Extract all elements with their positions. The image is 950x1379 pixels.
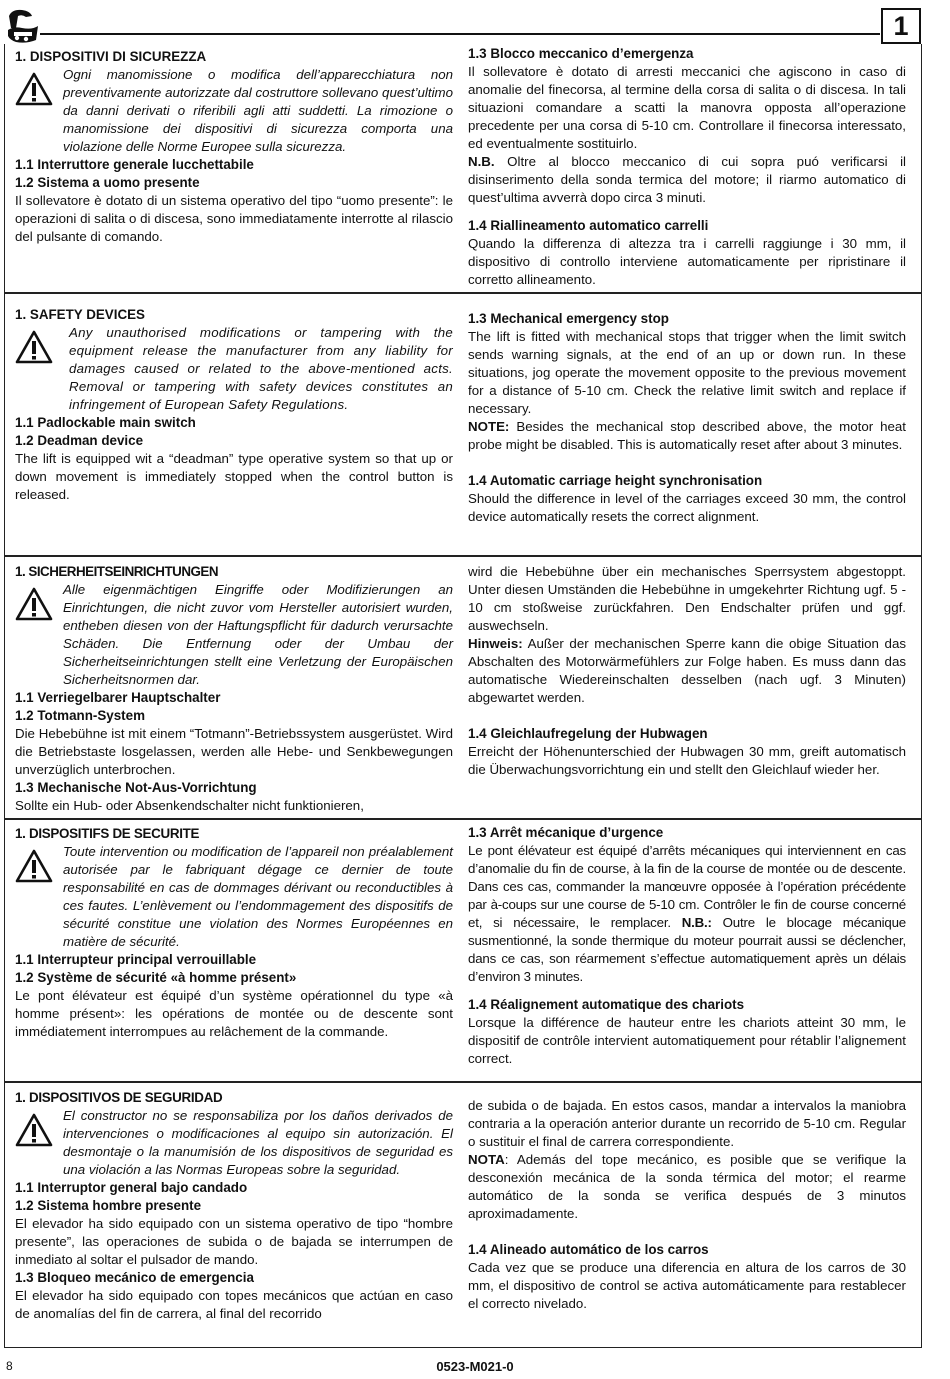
note-label: NOTE:	[468, 419, 510, 434]
heading-1-1: 1.1 Interruptor general bajo candado	[15, 1180, 248, 1195]
section-left-column	[15, 825, 453, 1041]
section-title: 1. DISPOSITIFS DE SECURITE	[15, 826, 200, 841]
heading-1-3: 1.3 Bloqueo mecánico de emergencia	[15, 1270, 254, 1285]
brand-logo	[6, 6, 40, 44]
chapter-number-box: 1	[881, 8, 921, 44]
warning-text: El constructor no se responsabiliza por los daños derivados de intervenciones o modificaciones al equipo sin autorización. El desmontaje o la manumisión de los dispositivos de seguridad es una violación a las Normas Europeas sobre la seguridad.	[63, 1108, 453, 1177]
section-french	[4, 818, 922, 1083]
warning-block	[15, 1107, 453, 1179]
heading-1-2: 1.2 Sistema hombre presente	[15, 1198, 202, 1213]
note-text: Outre le blocage mécanique susmentionné, la sonde thermique du moteur pourrait aussi se déclencher, dans ce cas, son réarmement s’effectue automatiquement après un délais d’environ 3 minutes.	[468, 915, 907, 984]
paragraph-1-3: Le pont élévateur est équipé d’arrêts mécaniques qui interviennent en cas d’anomalie du fin de course, à la fin de la course de montée ou de descente. Dans ces cas, commander la manœuvre opposée à l’opération précédente par à-coups sur une course de 5-10 cm. Contrôler le fin de course concerné et, si nécessaire, le remplacer. N.B.: Outre le blocage mécanique susmentionné, la sonde thermique du moteur pourrait aussi se déclencher, dans ce cas, son réarmement s’effectue automatiquement après un délais d’environ 3 minutes.	[468, 843, 907, 984]
section-left-column	[15, 48, 453, 246]
paragraph-1-3-continued: wird die Hebebühne über ein mechanisches Sperrsystem abgestoppt. Unter diesen Umständen die Hebebühne in umgekehrter Richtung ugf. 5 - 10 cm stoßweise zurückfahren. Den Endschalter prüfen und ggf. auswechseln. Hinweis: Außer der mechanischen Sperre kann die obige Situation das Abschalten des Motorwärmefühlers zur Folge haben. Es muss dann das automatische Wiedereinschalten desselben (nach ugf. 3 Minuten) abgewartet werden.	[468, 564, 906, 705]
section-title: 1. DISPOSITIVOS DE SEGURIDAD	[15, 1090, 223, 1105]
paragraph-1-2: Le pont élévateur est équipé d’un système opérationnel du type «à homme présent»: les opérations de montée ou de descente sont immédiatement interrompues au relâchement de la commande.	[15, 988, 453, 1039]
note-text: Besides the mechanical stop described above, the motor heat probe might be disabled. This is automatically reset after about 3 minutes.	[468, 419, 906, 452]
heading-1-2: 1.2 Sistema a uomo presente	[15, 175, 200, 190]
section-right-column	[468, 563, 906, 779]
warning-triangle-icon	[15, 72, 53, 106]
section-title: 1. SAFETY DEVICES	[15, 307, 145, 322]
document-code: 0523-M021-0	[436, 1359, 514, 1374]
heading-1-1: 1.1 Interruttore generale lucchettabile	[15, 157, 254, 172]
section-left-column	[15, 563, 453, 815]
paragraph-1-4: Erreicht der Höhenunterschied der Hubwagen 30 mm, greift automatisch die Überwachungsvorrichtung ein und stellt den Gleichlauf wieder her.	[468, 744, 906, 777]
header-rule	[40, 33, 880, 35]
note-label: NOTA	[468, 1152, 505, 1167]
warning-triangle-icon	[15, 1113, 53, 1147]
paragraph-1-4: Quando la differenza di altezza tra i carrelli raggiunge i 30 mm, il dispositivo di controllo interviene automaticamente per ripristinare il corretto allineamento.	[468, 236, 906, 287]
paragraph-1-2: The lift is equipped wit a “deadman” type operative system so that up or down movement is immediately stopped when the control button is released.	[15, 451, 453, 502]
warning-text: Any unauthorised modifications or tampering with the equipment release the manufacturer from any liability for damages caused or related to the above-mentioned acts. Removal or tampering with safety devices constitutes an infringement of European Safety Regulations.	[69, 325, 453, 412]
section-left-column	[15, 306, 453, 504]
paragraph-1-2: El elevador ha sido equipado con un sistema operativo de tipo “hombre presente”, las operaciones de subida o de bajada se interrumpen de inmediato al soltar el pulsador de mando.	[15, 1216, 453, 1267]
section-english	[4, 292, 922, 557]
warning-triangle-icon	[15, 330, 53, 364]
heading-1-3: 1.3 Arrêt mécanique d’urgence	[468, 825, 664, 840]
heading-1-2: 1.2 Deadman device	[15, 433, 144, 448]
paragraph-1-2: Il sollevatore è dotato di un sistema operativo del tipo “uomo presente”: le operazioni di salita o di discesa, sono immediatamente interrotte al rilascio del pulsante di comando.	[15, 193, 453, 244]
heading-1-2: 1.2 Totmann-System	[15, 708, 145, 723]
paragraph-1-4: Lorsque la différence de hauteur entre les chariots atteint 30 mm, le dispositif de contrôle intervient automatiquement pour rétablir l’alignement correct.	[468, 1015, 906, 1066]
heading-1-4: 1.4 Réalignement automatique des chariots	[468, 997, 745, 1012]
paragraph-1-2: Die Hebebühne ist mit einem “Totmann”-Betriebssystem ausgerüstet. Wird die Betriebstaste losgelassen, werden alle Hebe- und Senkbewegungen unverzüglich unterbrochen.	[15, 726, 453, 777]
note-text: : Además del tope mecánico, es posible que se verifique la desconexión mecánica de la sonda térmica del motor; el rearme automático de la sonda se verifica después de 3 minutos aproximadamente.	[468, 1152, 906, 1221]
paragraph-1-4: Should the difference in level of the carriages exceed 30 mm, the control device automatically resets the correct alignment.	[468, 491, 906, 524]
warning-block	[15, 66, 453, 156]
warning-text: Toute intervention ou modification de l’appareil non préalablement autorisée par le fabriquant dégage ce dernier de toute responsabilité en cas de dommages dérivant ou reconductibles à ces fautes. L’enlèvement ou l’endommagement des dispositifs de sécurité constitue une violation des Normes Européennes en matière de sécurité.	[63, 844, 453, 949]
section-right-column	[468, 824, 906, 1068]
paragraph-1-3: Il sollevatore è dotato di arresti meccanici che agiscono in caso di anomalie del finecorsa, al termine della corsa di salita o di discesa. In tali situazioni comandare a scatti la manovra opposta all’operazione precedente per una corsa di 5-10 cm. Controllare il finecorsa interessato, ed eventualmente sostituirlo. N.B. Oltre al blocco meccanico di cui sopra puó verificarsi il disinserimento della sonda termica del motore; il riarmo automatico di quest’ultima avverrà dopo circa 3 minuti.	[468, 64, 906, 205]
heading-1-1: 1.1 Interrupteur principal verrouillable	[15, 952, 257, 967]
paragraph-1-3-continued: de subida o de bajada. En estos casos, mandar a intervalos la maniobra contraria a la operación anterior durante un recorrido de 5-10 cm. Regular o sustituir el final de carrera correspondiente. NOTA: Además del tope mecánico, es posible que se verifique la desconexión mecánica de la sonda térmica del motor; el rearme automático de la sonda se verifica después de 3 minutos aproximadamente.	[468, 1098, 906, 1221]
heading-1-4: 1.4 Gleichlaufregelung der Hubwagen	[468, 726, 708, 741]
section-italian	[4, 42, 922, 294]
heading-1-3: 1.3 Mechanical emergency stop	[468, 311, 669, 326]
section-german	[4, 555, 922, 820]
heading-1-3: 1.3 Blocco meccanico d’emergenza	[468, 46, 694, 61]
heading-1-1: 1.1 Verriegelbarer Hauptschalter	[15, 690, 221, 705]
section-right-column	[468, 310, 906, 526]
warning-text: Alle eigenmächtigen Eingriffe oder Modifizierungen an Einrichtungen, die nicht zuvor vom Hersteller autorisiert wurden, entheben diesen von der Haftungspflicht für dadurch verursachte Schäden. Die Entfernung oder der Umbau der Sicherheitseinrichtungen stellt eine Verletzung der Europäischen Sicherheitsnormen dar.	[63, 582, 453, 687]
warning-block	[15, 324, 453, 414]
paragraph-1-3: The lift is fitted with mechanical stops that trigger when the limit switch sends warning signals, at the end of an up or down run. In these situations, jog operate the movement opposite to the previous movement for a distance of 5-10 cm. Check the relative limit switch and replace if necessary. NOTE: Besides the mechanical stop described above, the motor heat probe might be disabled. This is automatically reset after about 3 minutes.	[468, 329, 906, 452]
paragraph-1-3-start: Sollte ein Hub- oder Absenkendschalter nicht funktionieren,	[15, 798, 364, 813]
heading-1-4: 1.4 Alineado automático de los carros	[468, 1242, 709, 1257]
note-label: N.B.:	[681, 915, 712, 930]
warning-block	[15, 843, 453, 951]
section-title: 1. SICHERHEITSEINRICHTUNGEN	[15, 564, 219, 579]
heading-1-2: 1.2 Système de sécurité «à homme présent»	[15, 970, 297, 985]
warning-text: Ogni manomissione o modifica dell’apparecchiatura non preventivamente autorizzate dal costruttore sollevano quest’ultimo da danni derivati o riferibili agli atti suddetti. La rimozione o manomissione dei dispositivi di sicurezza comporta una violazione delle Norme Europee sulla sicurezza.	[63, 67, 453, 154]
note-text: Außer der mechanischen Sperre kann die obige Situation das Abschalten des Motorwärmefühlers zur Folge haben. Es muss dann das automatische Wiedereinschalten desselben (nach ugf. 3 Minuten) abgewartet werden.	[468, 636, 906, 705]
heading-1-4: 1.4 Riallineamento automatico carrelli	[468, 218, 709, 233]
page-number: 8	[6, 1359, 13, 1373]
warning-block	[15, 581, 453, 689]
heading-1-3: 1.3 Mechanische Not-Aus-Vorrichtung	[15, 780, 257, 795]
section-left-column	[15, 1089, 453, 1323]
warning-triangle-icon	[15, 587, 53, 621]
paragraph-1-3-start: El elevador ha sido equipado con topes mecánicos que actúan en caso de anomalías del fin de carrera, al final del recorrido	[15, 1288, 453, 1321]
heading-1-4: 1.4 Automatic carriage height synchronisation	[468, 473, 763, 488]
note-label: Hinweis:	[468, 636, 523, 651]
note-label: N.B.	[468, 154, 495, 169]
section-title: 1. DISPOSITIVI DI SICUREZZA	[15, 49, 207, 64]
section-right-column	[468, 45, 906, 289]
warning-triangle-icon	[15, 849, 53, 883]
paragraph-1-4: Cada vez que se produce una diferencia en altura de los carros de 30 mm, el dispositivo de control se activa automáticamente para restablecer el correcto nivelado.	[468, 1260, 906, 1311]
heading-1-1: 1.1 Padlockable main switch	[15, 415, 196, 430]
section-spanish	[4, 1081, 922, 1348]
note-text: Oltre al blocco meccanico di cui sopra puó verificarsi il disinserimento della sonda termica del motore; il riarmo automatico di quest’ultima avverrà dopo circa 3 minuti.	[468, 154, 906, 205]
section-right-column	[468, 1097, 906, 1313]
